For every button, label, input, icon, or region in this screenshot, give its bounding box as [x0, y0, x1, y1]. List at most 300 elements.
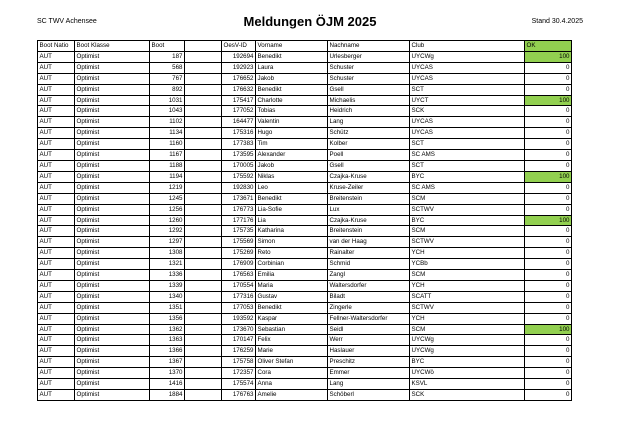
- header-date-text: Stand 30.4.2025: [531, 18, 583, 25]
- cell-first-name: Emilia: [256, 270, 328, 281]
- cell-oesv-id: 177052: [222, 106, 256, 117]
- cell-boot-number: 1366: [150, 346, 185, 357]
- cell-empty-col: [185, 302, 222, 313]
- cell-oesv-id: 173595: [222, 150, 256, 161]
- cell-club: SCM: [410, 270, 525, 281]
- table-row: [38, 73, 572, 84]
- cell-oesv-id: 177383: [222, 139, 256, 150]
- cell-boot-class: Optimist: [75, 62, 150, 73]
- column-header-last-name: Nachname: [328, 41, 410, 52]
- cell-boot-class: Optimist: [75, 139, 150, 150]
- cell-oesv-id: 172357: [222, 368, 256, 379]
- cell-first-name: Reto: [256, 248, 328, 259]
- cell-first-name: Cora: [256, 368, 328, 379]
- cell-club: SCTWV: [410, 302, 525, 313]
- cell-boot-number: 1362: [150, 324, 185, 335]
- column-header-ok: OK: [525, 41, 572, 52]
- cell-boot-class: Optimist: [75, 237, 150, 248]
- cell-boot-number: 1308: [150, 248, 185, 259]
- cell-boot-number: 1160: [150, 139, 185, 150]
- cell-empty-col: [185, 204, 222, 215]
- cell-boot-number: 1219: [150, 182, 185, 193]
- cell-last-name: Lux: [328, 204, 410, 215]
- cell-empty-col: [185, 150, 222, 161]
- cell-club: UYCAS: [410, 128, 525, 139]
- cell-boot-class: Optimist: [75, 106, 150, 117]
- cell-first-name: Benedikt: [256, 193, 328, 204]
- cell-ok: 0: [525, 390, 572, 401]
- cell-first-name: Kaspar: [256, 313, 328, 324]
- cell-boot-number: 1245: [150, 193, 185, 204]
- cell-empty-col: [185, 379, 222, 390]
- cell-boot-class: Optimist: [75, 324, 150, 335]
- cell-last-name: Breitenstein: [328, 193, 410, 204]
- column-header-boot-class: Boot Klasse: [75, 41, 150, 52]
- cell-boot-number: 187: [150, 51, 185, 62]
- cell-oesv-id: 177316: [222, 291, 256, 302]
- cell-boot-number: 1336: [150, 270, 185, 281]
- table-row: [38, 193, 572, 204]
- column-header-first-name: Vorname: [256, 41, 328, 52]
- table-row: [38, 390, 572, 401]
- cell-boot-nation: AUT: [38, 335, 75, 346]
- cell-boot-number: 1416: [150, 379, 185, 390]
- cell-empty-col: [185, 193, 222, 204]
- cell-first-name: Jakob: [256, 160, 328, 171]
- cell-first-name: Tobias: [256, 106, 328, 117]
- cell-empty-col: [185, 324, 222, 335]
- cell-boot-class: Optimist: [75, 215, 150, 226]
- cell-club: SCM: [410, 226, 525, 237]
- cell-boot-class: Optimist: [75, 51, 150, 62]
- table-row: [38, 51, 572, 62]
- cell-boot-class: Optimist: [75, 291, 150, 302]
- cell-last-name: Gsell: [328, 84, 410, 95]
- cell-boot-number: 1321: [150, 259, 185, 270]
- cell-club: YCH: [410, 280, 525, 291]
- cell-last-name: Schöberl: [328, 390, 410, 401]
- cell-ok: 0: [525, 139, 572, 150]
- cell-last-name: Werr: [328, 335, 410, 346]
- cell-oesv-id: 176563: [222, 270, 256, 281]
- column-header-oesv-id: OesV-ID: [222, 41, 256, 52]
- cell-boot-class: Optimist: [75, 160, 150, 171]
- cell-club: SCK: [410, 390, 525, 401]
- cell-last-name: Czajka-Kruse: [328, 215, 410, 226]
- cell-oesv-id: 173671: [222, 193, 256, 204]
- cell-empty-col: [185, 248, 222, 259]
- cell-empty-col: [185, 51, 222, 62]
- table-row: [38, 335, 572, 346]
- cell-boot-nation: AUT: [38, 237, 75, 248]
- cell-empty-col: [185, 106, 222, 117]
- cell-ok: 0: [525, 160, 572, 171]
- cell-ok: 0: [525, 150, 572, 161]
- cell-club: SC AMS: [410, 150, 525, 161]
- cell-first-name: Benedikt: [256, 84, 328, 95]
- cell-club: BYC: [410, 357, 525, 368]
- cell-first-name: Lia: [256, 215, 328, 226]
- cell-boot-nation: AUT: [38, 62, 75, 73]
- cell-ok: 0: [525, 73, 572, 84]
- cell-club: SCT: [410, 84, 525, 95]
- cell-boot-number: 1194: [150, 171, 185, 182]
- cell-boot-number: 1351: [150, 302, 185, 313]
- table-row: [38, 313, 572, 324]
- cell-ok: 0: [525, 204, 572, 215]
- cell-club: UYCWg: [410, 335, 525, 346]
- cell-oesv-id: 170147: [222, 335, 256, 346]
- registrations-table: [37, 40, 572, 401]
- cell-empty-col: [185, 280, 222, 291]
- cell-empty-col: [185, 368, 222, 379]
- cell-first-name: Katharina: [256, 226, 328, 237]
- cell-oesv-id: 176773: [222, 204, 256, 215]
- cell-boot-number: 1367: [150, 357, 185, 368]
- column-header-empty-col: [185, 41, 222, 52]
- cell-club: BYC: [410, 215, 525, 226]
- cell-last-name: Kolber: [328, 139, 410, 150]
- cell-ok: 100: [525, 95, 572, 106]
- cell-empty-col: [185, 182, 222, 193]
- cell-ok: 0: [525, 117, 572, 128]
- cell-boot-nation: AUT: [38, 182, 75, 193]
- cell-empty-col: [185, 346, 222, 357]
- cell-oesv-id: 176909: [222, 259, 256, 270]
- cell-last-name: Urlesberger: [328, 51, 410, 62]
- cell-first-name: Oliver Stefan: [256, 357, 328, 368]
- cell-first-name: Amelie: [256, 390, 328, 401]
- table-row: [38, 139, 572, 150]
- cell-boot-nation: AUT: [38, 128, 75, 139]
- cell-empty-col: [185, 215, 222, 226]
- cell-empty-col: [185, 95, 222, 106]
- cell-oesv-id: 170554: [222, 280, 256, 291]
- cell-boot-class: Optimist: [75, 390, 150, 401]
- cell-first-name: Lia-Sofie: [256, 204, 328, 215]
- table-row: [38, 248, 572, 259]
- cell-boot-class: Optimist: [75, 226, 150, 237]
- cell-boot-class: Optimist: [75, 204, 150, 215]
- table-row: [38, 270, 572, 281]
- cell-oesv-id: 175316: [222, 128, 256, 139]
- column-header-boot-number: Boot: [150, 41, 185, 52]
- cell-oesv-id: 173670: [222, 324, 256, 335]
- cell-club: UYCT: [410, 95, 525, 106]
- cell-boot-number: 1884: [150, 390, 185, 401]
- cell-club: UYCWg: [410, 346, 525, 357]
- cell-first-name: Niklas: [256, 171, 328, 182]
- cell-boot-number: 1356: [150, 313, 185, 324]
- cell-oesv-id: 176763: [222, 390, 256, 401]
- cell-boot-class: Optimist: [75, 248, 150, 259]
- cell-club: SC AMS: [410, 182, 525, 193]
- table-row: [38, 302, 572, 313]
- table-row: [38, 95, 572, 106]
- cell-oesv-id: 176632: [222, 84, 256, 95]
- cell-empty-col: [185, 335, 222, 346]
- cell-boot-nation: AUT: [38, 324, 75, 335]
- cell-boot-number: 1167: [150, 150, 185, 161]
- cell-boot-nation: AUT: [38, 106, 75, 117]
- cell-empty-col: [185, 160, 222, 171]
- cell-ok: 0: [525, 84, 572, 95]
- cell-club: KSVL: [410, 379, 525, 390]
- cell-oesv-id: 176259: [222, 346, 256, 357]
- cell-first-name: Simon: [256, 237, 328, 248]
- cell-club: SCT: [410, 160, 525, 171]
- cell-boot-number: 1292: [150, 226, 185, 237]
- cell-boot-number: 1031: [150, 95, 185, 106]
- cell-ok: 0: [525, 280, 572, 291]
- cell-last-name: Heidrich: [328, 106, 410, 117]
- cell-oesv-id: 175574: [222, 379, 256, 390]
- cell-oesv-id: 175269: [222, 248, 256, 259]
- cell-boot-class: Optimist: [75, 280, 150, 291]
- cell-boot-nation: AUT: [38, 280, 75, 291]
- cell-last-name: Czajka-Kruse: [328, 171, 410, 182]
- cell-last-name: Schuster: [328, 73, 410, 84]
- cell-empty-col: [185, 291, 222, 302]
- cell-club: BYC: [410, 171, 525, 182]
- cell-boot-nation: AUT: [38, 150, 75, 161]
- cell-club: UYCWg: [410, 51, 525, 62]
- cell-first-name: Marie: [256, 346, 328, 357]
- cell-boot-class: Optimist: [75, 182, 150, 193]
- cell-boot-class: Optimist: [75, 95, 150, 106]
- table-row: [38, 62, 572, 73]
- cell-last-name: Schütz: [328, 128, 410, 139]
- cell-boot-class: Optimist: [75, 193, 150, 204]
- cell-oesv-id: 175592: [222, 171, 256, 182]
- cell-oesv-id: 192923: [222, 62, 256, 73]
- cell-oesv-id: 175735: [222, 226, 256, 237]
- cell-club: UYCAS: [410, 117, 525, 128]
- cell-club: SCATT: [410, 291, 525, 302]
- cell-first-name: Benedikt: [256, 302, 328, 313]
- cell-last-name: Rainalter: [328, 248, 410, 259]
- table-header-row: [38, 41, 572, 52]
- cell-oesv-id: 177053: [222, 302, 256, 313]
- cell-boot-number: 892: [150, 84, 185, 95]
- cell-boot-class: Optimist: [75, 150, 150, 161]
- cell-ok: 100: [525, 215, 572, 226]
- cell-boot-nation: AUT: [38, 302, 75, 313]
- cell-empty-col: [185, 226, 222, 237]
- header-left-text: SC TWV Achensee: [37, 18, 97, 25]
- cell-club: SCTWV: [410, 204, 525, 215]
- cell-ok: 0: [525, 302, 572, 313]
- cell-empty-col: [185, 171, 222, 182]
- cell-boot-nation: AUT: [38, 270, 75, 281]
- cell-club: SCT: [410, 139, 525, 150]
- cell-last-name: Waltersdorfer: [328, 280, 410, 291]
- cell-oesv-id: 164477: [222, 117, 256, 128]
- cell-last-name: Breitenstein: [328, 226, 410, 237]
- cell-empty-col: [185, 117, 222, 128]
- cell-last-name: Haslauer: [328, 346, 410, 357]
- column-header-boot-nation: Boot Natio: [38, 41, 75, 52]
- cell-boot-nation: AUT: [38, 204, 75, 215]
- cell-club: SCTWV: [410, 237, 525, 248]
- cell-boot-class: Optimist: [75, 346, 150, 357]
- cell-ok: 0: [525, 62, 572, 73]
- cell-boot-class: Optimist: [75, 379, 150, 390]
- table-row: [38, 150, 572, 161]
- cell-boot-nation: AUT: [38, 390, 75, 401]
- cell-empty-col: [185, 84, 222, 95]
- cell-boot-class: Optimist: [75, 302, 150, 313]
- cell-ok: 0: [525, 193, 572, 204]
- cell-first-name: Hugo: [256, 128, 328, 139]
- cell-first-name: Anna: [256, 379, 328, 390]
- cell-first-name: Maria: [256, 280, 328, 291]
- cell-last-name: Schmid: [328, 259, 410, 270]
- cell-boot-nation: AUT: [38, 51, 75, 62]
- cell-last-name: Emmer: [328, 368, 410, 379]
- cell-first-name: Valentin: [256, 117, 328, 128]
- cell-first-name: Gustav: [256, 291, 328, 302]
- cell-last-name: Biladt: [328, 291, 410, 302]
- cell-club: SCM: [410, 193, 525, 204]
- cell-boot-number: 1043: [150, 106, 185, 117]
- table-row: [38, 280, 572, 291]
- cell-oesv-id: 176652: [222, 73, 256, 84]
- cell-oesv-id: 175569: [222, 237, 256, 248]
- cell-oesv-id: 175758: [222, 357, 256, 368]
- cell-ok: 0: [525, 106, 572, 117]
- cell-boot-nation: AUT: [38, 291, 75, 302]
- cell-boot-nation: AUT: [38, 95, 75, 106]
- cell-boot-nation: AUT: [38, 226, 75, 237]
- cell-last-name: Kruse-Zeiler: [328, 182, 410, 193]
- cell-ok: 0: [525, 368, 572, 379]
- cell-boot-class: Optimist: [75, 368, 150, 379]
- cell-ok: 0: [525, 357, 572, 368]
- cell-empty-col: [185, 357, 222, 368]
- cell-oesv-id: 170005: [222, 160, 256, 171]
- cell-ok: 0: [525, 335, 572, 346]
- cell-empty-col: [185, 313, 222, 324]
- table-row: [38, 171, 572, 182]
- cell-club: YCH: [410, 248, 525, 259]
- cell-boot-class: Optimist: [75, 259, 150, 270]
- cell-first-name: Felix: [256, 335, 328, 346]
- cell-boot-nation: AUT: [38, 139, 75, 150]
- cell-boot-number: 1134: [150, 128, 185, 139]
- cell-oesv-id: 177176: [222, 215, 256, 226]
- table-row: [38, 215, 572, 226]
- cell-last-name: Lang: [328, 379, 410, 390]
- cell-club: SCM: [410, 324, 525, 335]
- cell-club: UYCAS: [410, 62, 525, 73]
- cell-boot-nation: AUT: [38, 379, 75, 390]
- cell-last-name: Zangl: [328, 270, 410, 281]
- cell-first-name: Jakob: [256, 73, 328, 84]
- cell-ok: 0: [525, 248, 572, 259]
- cell-boot-number: 1102: [150, 117, 185, 128]
- cell-ok: 0: [525, 291, 572, 302]
- cell-ok: 0: [525, 237, 572, 248]
- cell-boot-nation: AUT: [38, 259, 75, 270]
- cell-club: SCK: [410, 106, 525, 117]
- cell-ok: 0: [525, 128, 572, 139]
- cell-oesv-id: 192694: [222, 51, 256, 62]
- cell-boot-nation: AUT: [38, 193, 75, 204]
- cell-boot-class: Optimist: [75, 270, 150, 281]
- cell-last-name: van der Haag: [328, 237, 410, 248]
- cell-boot-number: 1260: [150, 215, 185, 226]
- cell-boot-class: Optimist: [75, 171, 150, 182]
- cell-first-name: Laura: [256, 62, 328, 73]
- cell-club: YCH: [410, 313, 525, 324]
- cell-first-name: Corbinian: [256, 259, 328, 270]
- cell-empty-col: [185, 259, 222, 270]
- cell-empty-col: [185, 73, 222, 84]
- table-row: [38, 291, 572, 302]
- cell-last-name: Lang: [328, 117, 410, 128]
- cell-boot-number: 1363: [150, 335, 185, 346]
- table-row: [38, 106, 572, 117]
- cell-ok: 0: [525, 182, 572, 193]
- table-row: [38, 379, 572, 390]
- cell-ok: 0: [525, 379, 572, 390]
- cell-first-name: Leo: [256, 182, 328, 193]
- page-title: Meldungen ÖJM 2025: [243, 14, 377, 29]
- cell-boot-class: Optimist: [75, 335, 150, 346]
- cell-boot-nation: AUT: [38, 171, 75, 182]
- cell-boot-class: Optimist: [75, 128, 150, 139]
- cell-boot-number: 1297: [150, 237, 185, 248]
- cell-first-name: Sebastian: [256, 324, 328, 335]
- table-body: [38, 51, 572, 400]
- cell-ok: 0: [525, 313, 572, 324]
- cell-last-name: Schuster: [328, 62, 410, 73]
- cell-last-name: Seidl: [328, 324, 410, 335]
- cell-boot-nation: AUT: [38, 84, 75, 95]
- cell-oesv-id: 192830: [222, 182, 256, 193]
- cell-boot-class: Optimist: [75, 357, 150, 368]
- cell-empty-col: [185, 270, 222, 281]
- cell-ok: 100: [525, 51, 572, 62]
- cell-first-name: Tim: [256, 139, 328, 150]
- cell-boot-class: Optimist: [75, 117, 150, 128]
- cell-club: UYCWö: [410, 368, 525, 379]
- table-row: [38, 324, 572, 335]
- cell-club: YCBb: [410, 259, 525, 270]
- cell-boot-class: Optimist: [75, 73, 150, 84]
- cell-empty-col: [185, 390, 222, 401]
- cell-first-name: Charlotte: [256, 95, 328, 106]
- cell-boot-nation: AUT: [38, 117, 75, 128]
- cell-boot-nation: AUT: [38, 368, 75, 379]
- cell-club: UYCAS: [410, 73, 525, 84]
- cell-boot-number: 767: [150, 73, 185, 84]
- cell-empty-col: [185, 62, 222, 73]
- table-row: [38, 357, 572, 368]
- cell-ok: 0: [525, 259, 572, 270]
- table-row: [38, 84, 572, 95]
- cell-boot-class: Optimist: [75, 84, 150, 95]
- cell-empty-col: [185, 128, 222, 139]
- cell-boot-nation: AUT: [38, 346, 75, 357]
- table-row: [38, 117, 572, 128]
- cell-boot-nation: AUT: [38, 160, 75, 171]
- cell-oesv-id: 175417: [222, 95, 256, 106]
- cell-boot-class: Optimist: [75, 313, 150, 324]
- cell-empty-col: [185, 237, 222, 248]
- cell-first-name: Benedikt: [256, 51, 328, 62]
